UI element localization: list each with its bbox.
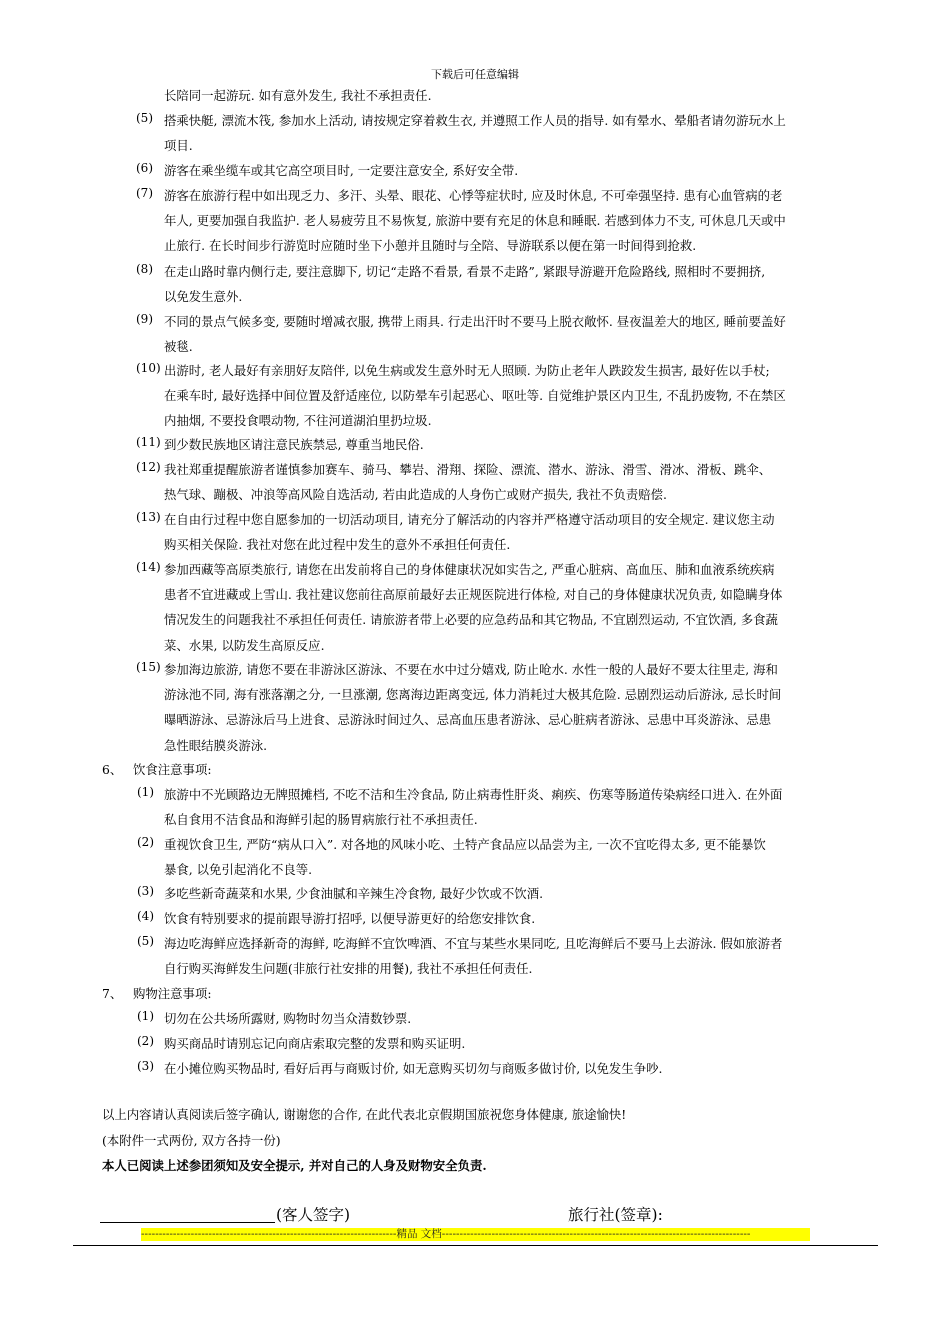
list-item-number: (1) — [137, 785, 154, 799]
list-item-number: (5) — [137, 934, 154, 948]
list-item-text: 游客在乘坐缆车或其它高空项目时, 一定要注意安全, 系好安全带. — [164, 163, 519, 178]
list-item-text: 患者不宜进藏或上雪山. 我社建议您前往高原前最好去正规医院进行体检, 对自己的身体健康状况负责, 如隐瞒身体 — [164, 587, 783, 603]
acknowledgement-statement: 本人已阅读上述参团须知及安全提示, 并对自己的人身及财物安全负责. — [102, 1158, 487, 1173]
list-item-number: (14) — [136, 560, 161, 574]
list-item-text: 搭乘快艇, 漂流木筏, 参加水上活动, 请按规定穿着救生衣, 并遵照工作人员的指导. 如有晕水、晕船者请勿游玩水上 — [164, 113, 786, 128]
list-item-number: (4) — [137, 909, 154, 923]
list-item-text: 项目. — [164, 138, 193, 154]
list-item-text: 长陪同一起游玩. 如有意外发生, 我社不承担责任. — [164, 88, 432, 103]
list-item-text: 到少数民族地区请注意民族禁忌, 尊重当地民俗. — [164, 437, 424, 452]
guest-signature-line — [100, 1206, 275, 1223]
list-item-number: (12) — [136, 460, 161, 474]
footer-watermark-bar — [141, 1228, 810, 1241]
list-item-text: 内抽烟, 不要投食喂动物, 不往河道湖泊里扔垃圾. — [164, 413, 432, 429]
list-item-text: 菜、水果, 以防发生高原反应. — [164, 637, 325, 653]
list-item-text: 在小摊位购买物品时, 看好后再与商贩讨价, 如无意购买切勿与商贩多做讨价, 以免发生争吵. — [164, 1061, 663, 1076]
list-item-number: (3) — [137, 1059, 154, 1073]
list-item-text: 参加海边旅游, 请您不要在非游泳区游泳、不要在水中过分嬉戏, 防止呛水. 水性一般的人最好不要太往里走, 海和 — [164, 662, 778, 677]
list-item-text: 参加西藏等高原类旅行, 请您在出发前将自己的身体健康状况如实告之, 严重心脏病、高血压、肺和血液系统疾病 — [164, 562, 775, 577]
footer-dashes-left: ------------------------------------------------------------------------ — [141, 1228, 397, 1240]
list-item-number: (6) — [136, 161, 153, 175]
list-item-text: 重视饮食卫生, 严防“病从口入”. 对各地的风味小吃、土特产食品应以品尝为主, 一次不宜吃得太多, 更不能暴饮 — [164, 837, 766, 852]
list-item-text: 在走山路时靠内侧行走, 要注意脚下, 切记“走路不看景, 看景不走路”, 紧跟导游避开危险路线, 照相时不要拥挤, — [164, 264, 766, 279]
list-item-text: 在乘车时, 最好选择中间位置及舒适座位, 以防晕车引起恶心、呕吐等. 自觉维护景区内卫生, 不乱扔废物, 不在禁区 — [164, 388, 786, 404]
section-number: 7、 — [102, 986, 123, 1001]
list-item-number: (9) — [136, 312, 153, 326]
list-item-text: 海边吃海鲜应选择新奇的海鲜, 吃海鲜不宜饮啤酒、不宜与某些水果同吃, 且吃海鲜后不要马上去游泳. 假如旅游者 — [164, 936, 783, 951]
agency-stamp-label: 旅行社(签章): — [568, 1206, 663, 1224]
list-item-text: 自行购买海鲜发生问题(非旅行社安排的用餐), 我社不承担任何责任. — [164, 961, 533, 977]
list-item-text: 饮食有特别要求的提前跟导游打招呼, 以便导游更好的给您安排饮食. — [164, 911, 536, 926]
list-item-text: 私自食用不洁食品和海鲜引起的肠胃病旅行社不承担责任. — [164, 812, 478, 828]
closing-note: 以上内容请认真阅读后签字确认, 谢谢您的合作, 在此代表北京假期国旅祝您身体健康, 旅途愉快! — [102, 1107, 627, 1122]
footer-divider — [73, 1245, 878, 1246]
list-item-text: 年人, 更要加强自我监护. 老人易疲劳且不易恢复, 旅游中要有充足的休息和睡眠. 若感到体力不支, 可休息几天或中 — [164, 213, 786, 229]
page-header: 下载后可任意编辑 — [431, 68, 519, 81]
list-item-text: 出游时, 老人最好有亲朋好友陪伴, 以免生病或发生意外时无人照顾. 为防止老年人跌跤发生损害, 最好佐以手杖; — [164, 363, 770, 378]
list-item-text: 我社郑重提醒旅游者谨慎参加赛车、骑马、攀岩、滑翔、探险、漂流、潜水、游泳、滑雪、滑冰、滑板、跳伞、 — [164, 462, 772, 477]
list-item-text: 在自由行过程中您自愿参加的一切活动项目, 请充分了解活动的内容并严格遵守活动项目的安全规定. 建议您主动 — [164, 512, 775, 527]
list-item-text: 急性眼结膜炎游泳. — [164, 737, 268, 753]
list-item-text: 旅游中不光顾路边无牌照摊档, 不吃不洁和生冷食品, 防止病毒性肝炎、痢疾、伤寒等肠道传染病经口进入. 在外面 — [164, 787, 783, 802]
list-item-text: 曝晒游泳、忌游泳后马上进食、忌游泳时间过久、忌高血压患者游泳、忌心脏病者游泳、忌患中耳炎游泳、忌患 — [164, 712, 772, 728]
list-item-number: (10) — [136, 361, 161, 375]
list-item-text: 被毯. — [164, 339, 193, 355]
copies-note: (本附件一式两份, 双方各持一份) — [102, 1133, 281, 1148]
list-item-text: 暴食, 以免引起消化不良等. — [164, 862, 313, 878]
section-number: 6、 — [102, 762, 123, 777]
footer-text: 精品 文档 — [396, 1228, 442, 1240]
list-item-text: 情况发生的问题我社不承担任何责任. 请旅游者带上必要的应急药品和其它物品, 不宜剧烈运动, 不宜饮酒, 多食蔬 — [164, 612, 778, 628]
list-item-text: 多吃些新奇蔬菜和水果, 少食油腻和辛辣生冷食物, 最好少饮或不饮酒. — [164, 886, 544, 901]
list-item-number: (13) — [136, 510, 161, 524]
list-item-number: (2) — [137, 835, 154, 849]
list-item-text: 游客在旅游行程中如出现乏力、多汗、头晕、眼花、心悸等症状时, 应及时休息, 不可牵强坚持. 患有心血管病的老 — [164, 188, 783, 203]
list-item-number: (7) — [136, 186, 153, 200]
list-item-text: 购买商品时请别忘记向商店索取完整的发票和购买证明. — [164, 1036, 466, 1051]
list-item-number: (2) — [137, 1034, 154, 1048]
list-item-text: 切勿在公共场所露财, 购物时勿当众清数钞票. — [164, 1011, 412, 1026]
list-item-text: 不同的景点气候多变, 要随时增减衣服, 携带上雨具. 行走出汗时不要马上脱衣敞怀. 昼夜温差大的地区, 睡前要盖好 — [164, 314, 786, 329]
section-title: 购物注意事项: — [133, 986, 212, 1001]
list-item-number: (15) — [136, 660, 161, 674]
list-item-text: 以免发生意外. — [164, 289, 243, 305]
list-item-text: 游泳池不同, 海有涨落潮之分, 一旦涨潮, 您离海边距离变远, 体力消耗过大极其危险. 忌剧烈运动后游泳, 忌长时间 — [164, 687, 782, 703]
section-title: 饮食注意事项: — [133, 762, 212, 777]
list-item-number: (11) — [136, 435, 161, 449]
guest-signature-label: (客人签字) — [276, 1206, 351, 1224]
list-item-text: 购买相关保险. 我社对您在此过程中发生的意外不承担任何责任. — [164, 537, 511, 553]
list-item-number: (1) — [137, 1009, 154, 1023]
footer-dashes-right: --------------------------------------------------------------------------------------- — [441, 1228, 751, 1240]
list-item-text: 热气球、蹦极、冲浪等高风险自选活动, 若由此造成的人身伤亡或财产损失, 我社不负责赔偿. — [164, 487, 667, 503]
list-item-number: (5) — [136, 111, 153, 125]
list-item-number: (8) — [136, 262, 153, 276]
list-item-number: (3) — [137, 884, 154, 898]
list-item-text: 止旅行. 在长时间步行游览时应随时坐下小憩并且随时与全陪、导游联系以便在第一时间得到抢救. — [164, 238, 697, 254]
